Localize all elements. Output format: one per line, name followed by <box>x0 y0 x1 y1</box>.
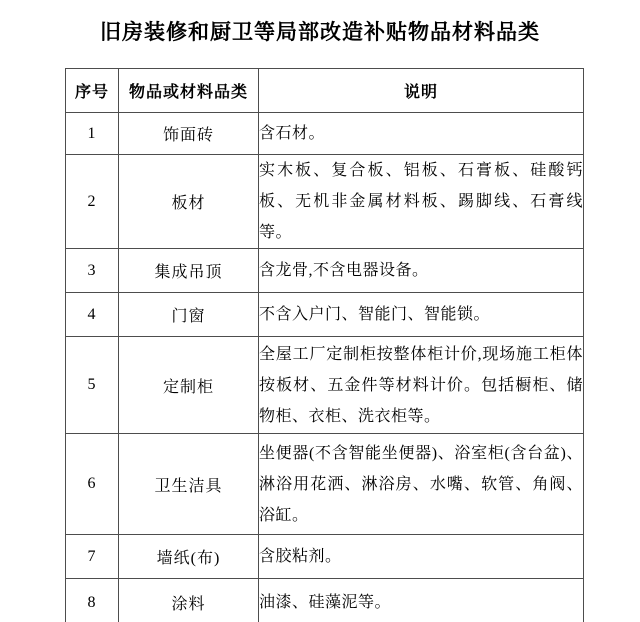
cell-no: 3 <box>66 249 119 293</box>
cell-description: 含龙骨,不含电器设备。 <box>259 249 584 293</box>
cell-description: 不含入户门、智能门、智能锁。 <box>259 293 584 337</box>
cell-no: 8 <box>66 579 119 622</box>
table-row <box>66 337 584 434</box>
cell-description: 全屋工厂定制柜按整体柜计价,现场施工柜体按板材、五金件等材料计价。包括橱柜、储物柜、衣柜、洗衣柜等。 <box>259 337 584 434</box>
table-row <box>66 535 584 579</box>
table-row <box>66 579 584 622</box>
table-body <box>66 113 584 622</box>
cell-no: 4 <box>66 293 119 337</box>
cell-description: 含石材。 <box>259 113 584 155</box>
cell-description: 含胶粘剂。 <box>259 535 584 579</box>
table-row <box>66 155 584 249</box>
cell-category: 涂料 <box>119 579 259 622</box>
page-title: 旧房装修和厨卫等局部改造补贴物品材料品类 <box>100 21 540 44</box>
cell-category: 定制柜 <box>119 337 259 434</box>
column-header-category: 物品或材料品类 <box>119 69 259 113</box>
cell-no: 7 <box>66 535 119 579</box>
column-header-description: 说明 <box>259 69 584 113</box>
column-header-no: 序号 <box>66 69 119 113</box>
table-row <box>66 293 584 337</box>
table-header <box>66 69 584 113</box>
cell-no: 6 <box>66 434 119 535</box>
table-row <box>66 434 584 535</box>
cell-no: 5 <box>66 337 119 434</box>
table-row <box>66 113 584 155</box>
cell-no: 1 <box>66 113 119 155</box>
cell-description: 油漆、硅藻泥等。 <box>259 579 584 622</box>
header-row <box>66 69 584 113</box>
document-page <box>0 18 640 622</box>
subsidy-materials-table <box>65 68 584 622</box>
cell-category: 墙纸(布) <box>119 535 259 579</box>
cell-category: 饰面砖 <box>119 113 259 155</box>
cell-category: 板材 <box>119 155 259 249</box>
cell-category: 门窗 <box>119 293 259 337</box>
cell-description: 实木板、复合板、铝板、石膏板、硅酸钙板、无机非金属材料板、踢脚线、石膏线等。 <box>259 155 584 249</box>
cell-no: 2 <box>66 155 119 249</box>
table-row <box>66 249 584 293</box>
cell-category: 集成吊顶 <box>119 249 259 293</box>
cell-category: 卫生洁具 <box>119 434 259 535</box>
cell-description: 坐便器(不含智能坐便器)、浴室柜(含台盆)、淋浴用花洒、淋浴房、水嘴、软管、角阀、浴缸。 <box>259 434 584 535</box>
